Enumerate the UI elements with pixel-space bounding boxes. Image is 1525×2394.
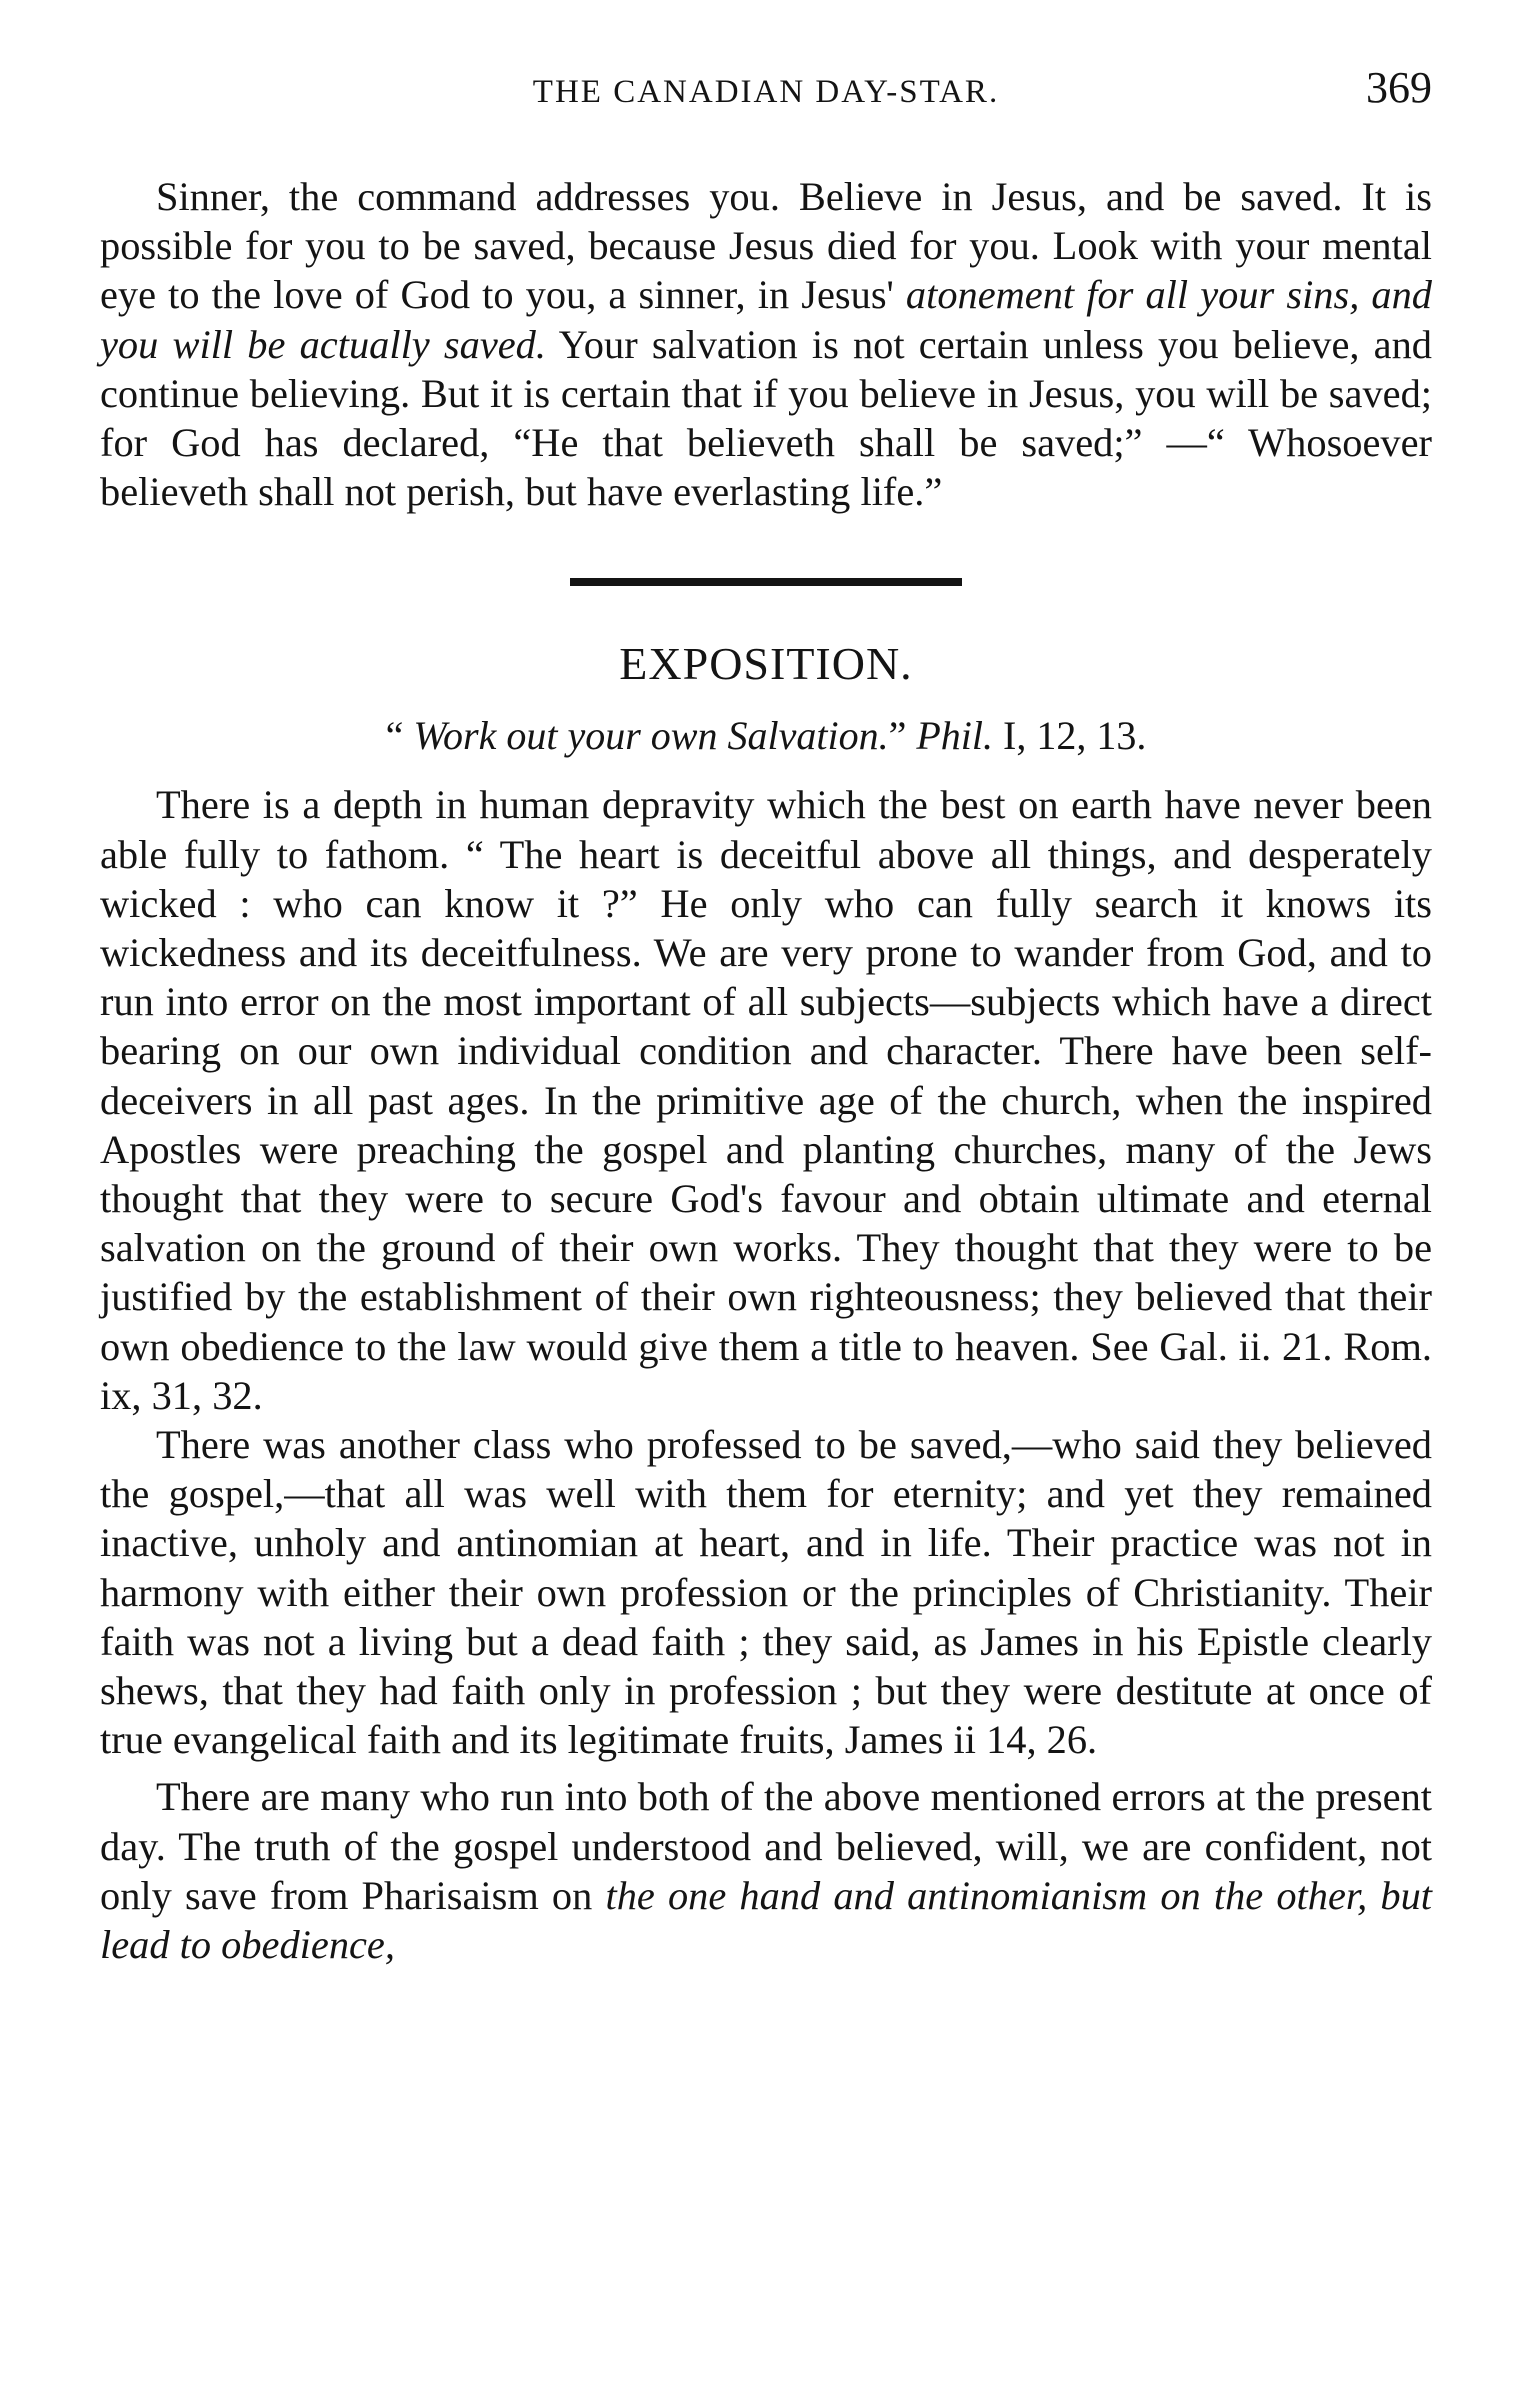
- document-page: [100, 62, 1432, 1969]
- paragraph-italic-text: atonement for all your sins, and you will be actually saved.: [100, 272, 1432, 367]
- paragraph-text: Sinner, the command addresses you. Believe in Jesus, and be saved. It is possible for you to be saved, because Jesus died for you. Look with your mental eye to the love of God to you, a sinner, in Jesus': [100, 174, 1432, 318]
- running-title: THE CANADIAN DAY-STAR.: [532, 74, 1000, 110]
- page-number: 369: [1366, 63, 1432, 112]
- epigraph-close-quote: ”: [888, 713, 917, 759]
- epigraph-reference: I, 12, 13.: [993, 713, 1147, 759]
- epigraph: [100, 710, 1432, 762]
- section-title: EXPOSITION.: [619, 638, 913, 690]
- running-header: [100, 62, 1432, 122]
- section-divider-rule: [570, 578, 962, 586]
- paragraph-another-class: There was another class who professed to be saved,—who said they believed the gospel,—that all was well with them for eternity; and yet they remained inactive, unholy and antinomian at heart, and in life. Their practice was not in harmony with either their own profession or the principles of Christianity. Their faith was not a living but a dead faith ; they said, as James in his Epistle clearly shews, that they had faith only in profession ; but they were destitute at once of true evangelical faith and its legitimate fruits, James ii 14, 26.: [100, 1422, 1432, 1763]
- epigraph-open-quote: “: [385, 713, 414, 759]
- paragraph-italic-text: the one hand and antinomianism on the other, but lead to obedience,: [100, 1872, 1432, 1968]
- paragraph-sinner-command: [100, 172, 1432, 516]
- epigraph-text: Work out your own Salvation.: [413, 713, 889, 759]
- paragraph-text: Your salvation is not certain unless you believe, and continue believing. But it is certain that if you believe in Jesus, you will be saved; for God has declared, “He that believeth shall be saved;” —“ Whosoever believeth shall not perish, but have everlasting life.”: [100, 321, 1432, 515]
- paragraph-depravity: There is a depth in human depravity which the best on earth have never been able fully to fathom. “ The heart is deceitful above all things, and desperately wicked : who can know it ?” He only who can fully search it knows its wickedness and its deceitfulness. We are very prone to wander from God, and to run into error on the most important of all subjects—subjects which have a direct bearing on our own individual condition and character. There have been self-deceivers in all past ages. In the primitive age of the church, when the inspired Apostles were preaching the gospel and planting churches, many of the Jews thought that they were to secure God's favour and obtain ultimate and eternal salvation on the ground of their own works. They thought that they were to be justified by the establishment of their own righteousness; they believed that their own obedience to the law would give them a title to heaven. See Gal. ii. 21. Rom. ix, 31, 32.: [100, 782, 1432, 1418]
- paragraph-present-day: [100, 1772, 1432, 1969]
- paragraph-text: There are many who run into both of the above mentioned errors at the present day. The truth of the gospel understood and believed, will, we are confident, not only save from Pharisaism on: [100, 1774, 1432, 1918]
- epigraph-book: Phil.: [916, 713, 994, 759]
